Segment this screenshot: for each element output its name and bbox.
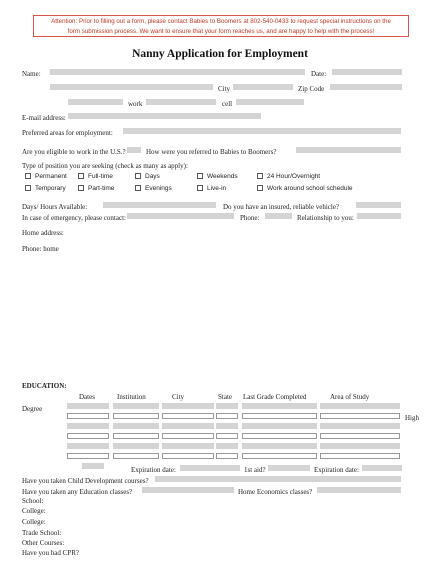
education-cell[interactable] — [242, 403, 317, 409]
education-cell[interactable] — [113, 443, 159, 449]
education-cell[interactable] — [113, 453, 159, 459]
temporary-checkbox[interactable] — [25, 185, 31, 191]
part-time-option-label: Part-time — [88, 185, 115, 192]
col-area: Area of Study — [330, 393, 370, 401]
position-type-label: Type of position you are seeking (check as many as apply): — [22, 162, 188, 170]
emergency-field[interactable] — [127, 213, 234, 219]
expiration-field-1[interactable] — [180, 465, 240, 471]
high-label: High — [405, 414, 419, 422]
education-cell[interactable] — [162, 453, 214, 459]
first-aid-label: 1st aid? — [244, 466, 266, 474]
col-city: City — [172, 393, 185, 401]
education-cell[interactable] — [320, 453, 400, 459]
child-dev-field[interactable] — [155, 476, 401, 482]
education-cell[interactable] — [162, 413, 214, 419]
trade-school-label: Trade School: — [22, 529, 62, 537]
emergency-phone-field[interactable] — [265, 213, 292, 219]
permanent-checkbox[interactable] — [25, 173, 31, 179]
expiration-field-2[interactable] — [362, 465, 402, 471]
zip-label: Zip Code — [298, 85, 325, 93]
evenings-option-label: Evenings — [145, 185, 172, 192]
education-cell[interactable] — [320, 423, 400, 429]
education-cell[interactable] — [216, 403, 238, 409]
full-time-checkbox[interactable] — [78, 173, 84, 179]
education-heading: EDUCATION: — [22, 382, 67, 390]
education-cell[interactable] — [320, 413, 400, 419]
education-cell[interactable] — [67, 443, 109, 449]
name-field[interactable] — [50, 69, 305, 75]
vehicle-field[interactable] — [356, 202, 401, 208]
days-option-label: Days — [145, 173, 160, 180]
education-cell[interactable] — [216, 423, 238, 429]
expiration-label-2: Expiration date: — [314, 466, 359, 474]
notice-line-2: form submission process. We want to ensure that your form reaches us, and are happy to help with the process! — [67, 28, 375, 35]
city-field[interactable] — [233, 84, 293, 90]
education-cell[interactable] — [216, 433, 238, 439]
education-cell[interactable] — [67, 403, 109, 409]
home-ec-field[interactable] — [317, 487, 401, 493]
cpr-label: Have you had CPR? — [22, 549, 79, 557]
school-schedule-checkbox[interactable] — [257, 185, 263, 191]
degree-label: Degree — [22, 405, 43, 413]
home-ec-label: Home Economics classes? — [238, 488, 313, 496]
days-hours-label: Days/ Hours Available: — [22, 203, 88, 211]
education-cell[interactable] — [67, 423, 109, 429]
vehicle-label: Do you have an insured, reliable vehicle? — [223, 203, 340, 211]
overnight-option-label: 24 Hour/Overnight — [267, 173, 321, 180]
edu-classes-field[interactable] — [142, 487, 234, 493]
full-time-option-label: Full-time — [88, 173, 113, 180]
name-label: Name: — [22, 70, 41, 78]
col-institution: Institution — [117, 393, 146, 401]
other-courses-label: Other Courses: — [22, 539, 65, 547]
college-label-2: College: — [22, 518, 46, 526]
relationship-field[interactable] — [357, 213, 401, 219]
education-cell[interactable] — [113, 403, 159, 409]
col-grade: Last Grade Completed — [243, 393, 307, 401]
cell-phone-field[interactable] — [236, 99, 304, 105]
home-address-label: Home address: — [22, 229, 64, 237]
education-cell[interactable] — [216, 413, 238, 419]
relationship-label: Relationship to you: — [297, 214, 354, 222]
notice-line-1: Attention: Prior to filling out a form, please contact Babies to Boomers at 802-540-0433 to request special instructions on the — [51, 18, 391, 25]
preferred-areas-field[interactable] — [123, 128, 401, 134]
education-cell[interactable] — [242, 433, 317, 439]
education-cell[interactable] — [242, 443, 317, 449]
work-label: work — [128, 100, 143, 108]
live-in-checkbox[interactable] — [197, 185, 203, 191]
education-cell[interactable] — [162, 403, 214, 409]
evenings-checkbox[interactable] — [135, 185, 141, 191]
education-cell[interactable] — [113, 423, 159, 429]
education-cell[interactable] — [320, 433, 400, 439]
school-label: School: — [22, 497, 44, 505]
live-in-option-label: Live-in — [207, 185, 227, 192]
attention-notice — [33, 15, 409, 37]
weekends-option-label: Weekends — [207, 173, 238, 180]
days-hours-field[interactable] — [103, 202, 216, 208]
cert-field[interactable] — [82, 463, 104, 469]
work-phone-field[interactable] — [146, 99, 216, 105]
preferred-areas-label: Preferred areas for employment: — [22, 129, 113, 137]
eligible-field[interactable] — [127, 147, 141, 153]
education-cell[interactable] — [216, 443, 238, 449]
page-title: Nanny Application for Employment — [132, 48, 308, 60]
education-cell[interactable] — [67, 453, 109, 459]
temporary-option-label: Temporary — [35, 185, 66, 192]
education-cell[interactable] — [320, 443, 400, 449]
school-schedule-option-label: Work around school schedule — [267, 185, 353, 192]
col-state: State — [218, 393, 232, 401]
col-dates: Dates — [79, 393, 95, 401]
phone-home-label: Phone: home — [22, 245, 59, 253]
eligible-label: Are you eligible to work in the U.S.? — [22, 148, 126, 156]
home-phone-field[interactable] — [68, 99, 123, 105]
date-field[interactable] — [332, 69, 402, 75]
emergency-phone-label: Phone: — [240, 214, 260, 222]
education-cell[interactable] — [320, 403, 400, 409]
referred-label: How were you referred to Babies to Boomers? — [146, 148, 277, 156]
permanent-option-label: Permanent — [35, 173, 67, 180]
weekends-checkbox[interactable] — [197, 173, 203, 179]
child-dev-label: Have you taken Child Development courses? — [22, 477, 149, 485]
education-cell[interactable] — [113, 433, 159, 439]
edu-classes-label: Have you taken any Education classes? — [22, 488, 133, 496]
referred-field[interactable] — [296, 147, 401, 153]
college-label-1: College: — [22, 507, 46, 515]
email-label: E-mail address: — [22, 114, 66, 122]
zip-field[interactable] — [330, 84, 402, 90]
first-aid-field[interactable] — [268, 465, 310, 471]
emergency-label: In case of emergency, please contact: — [22, 214, 126, 222]
education-cell[interactable] — [162, 443, 214, 449]
city-label: City — [218, 85, 231, 93]
address-field[interactable] — [50, 84, 213, 90]
cell-label: cell — [222, 100, 233, 108]
part-time-checkbox[interactable] — [78, 185, 84, 191]
expiration-label-1: Expiration date: — [131, 466, 176, 474]
education-cell[interactable] — [242, 413, 317, 419]
education-cell[interactable] — [162, 423, 214, 429]
education-cell[interactable] — [162, 433, 214, 439]
education-cell[interactable] — [242, 453, 317, 459]
days-checkbox[interactable] — [135, 173, 141, 179]
education-cell[interactable] — [242, 423, 317, 429]
overnight-checkbox[interactable] — [257, 173, 263, 179]
education-cell[interactable] — [216, 453, 238, 459]
education-cell[interactable] — [67, 413, 109, 419]
email-field[interactable] — [68, 113, 261, 119]
education-cell[interactable] — [113, 413, 159, 419]
date-label: Date: — [311, 70, 327, 78]
education-cell[interactable] — [67, 433, 109, 439]
